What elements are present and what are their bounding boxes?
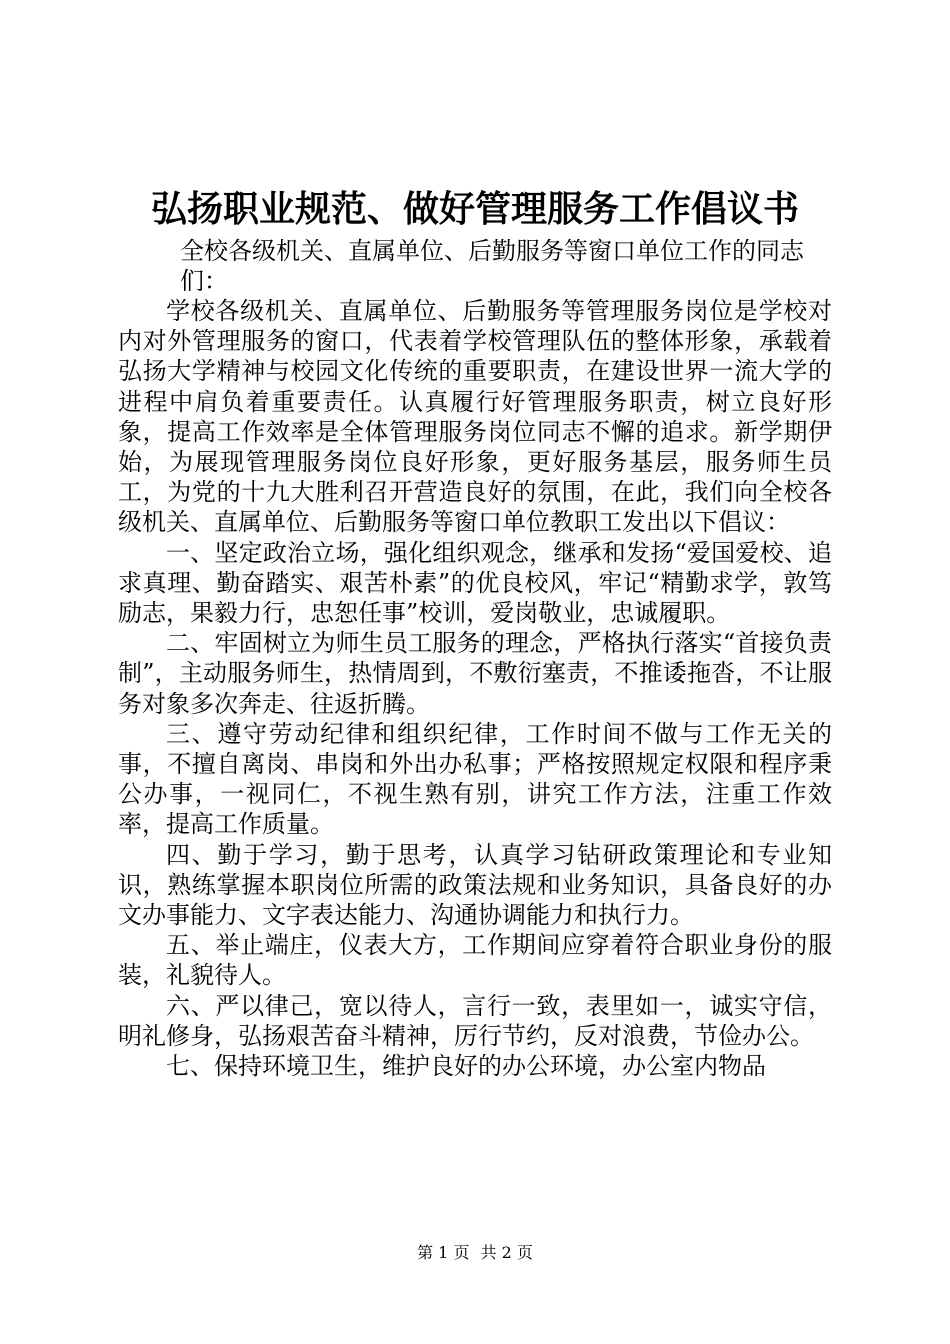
paragraph-intro: 学校各级机关、直属单位、后勤服务等管理服务岗位是学校对内对外管理服务的窗口，代表着学校管理队伍的整体形象，承载着弘扬大学精神与校园文化传统的重要职责，在建设世界一流大学的进程中肩负着重要责任。认真履行好管理服务职责，树立良好形象，提高工作效率是全体管理服务岗位同志不懈的追求。新学期伊始，为展现管理服务岗位良好形象，更好服务基层，服务师生员工，为党的十九大胜利召开营造良好的氛围，在此，我们向全校各级机关、直属单位、后勤服务等窗口单位教职工发出以下倡议： bbox=[118, 297, 832, 537]
paragraph-item-2: 二、牢固树立为师生员工服务的理念，严格执行落实“首接负责制”，主动服务师生，热情周到，不敷衍塞责，不推诿拖沓，不让服务对象多次奔走、往返折腾。 bbox=[118, 629, 832, 718]
page-total: 共 2 页 bbox=[480, 1243, 533, 1262]
document-title: 弘扬职业规范、做好管理服务工作倡议书 bbox=[150, 188, 799, 230]
page-number: 第 1 页 bbox=[417, 1243, 470, 1262]
paragraph-item-6: 六、严以律己，宽以待人，言行一致，表里如一，诚实守信，明礼修身，弘扬艰苦奋斗精神，厉行节约，反对浪费，节俭办公。 bbox=[118, 991, 832, 1050]
document-body bbox=[118, 296, 832, 1081]
paragraph-item-1: 一、坚定政治立场，强化组织观念，继承和发扬“爱国爱校、追求真理、勤奋踏实、艰苦朴素”的优良校风，牢记“精勤求学，敦笃励志，果毅力行，忠恕任事”校训，爱岗敬业，忠诚履职。 bbox=[118, 538, 832, 628]
page-footer bbox=[0, 1242, 950, 1264]
paragraph-item-4: 四、勤于学习，勤于思考，认真学习钻研政策理论和专业知识，熟练掌握本职岗位所需的政策法规和业务知识，具备良好的办文办事能力、文字表达能力、沟通协调能力和执行力。 bbox=[118, 840, 832, 930]
paragraph-item-3: 三、遵守劳动纪律和组织纪律，工作时间不做与工作无关的事，不擅自离岗、串岗和外出办私事；严格按照规定权限和程序秉公办事，一视同仁，不视生熟有别，讲究工作方法，注重工作效率，提高工作质量。 bbox=[118, 719, 832, 839]
paragraph-item-7: 七、保持环境卫生，维护良好的办公环境，办公室内物品 bbox=[166, 1052, 766, 1081]
paragraph-item-5: 五、举止端庄，仪表大方，工作期间应穿着符合职业身份的服装，礼貌待人。 bbox=[118, 931, 832, 990]
salutation: 全校各级机关、直属单位、后勤服务等窗口单位工作的同志们： bbox=[180, 237, 804, 295]
